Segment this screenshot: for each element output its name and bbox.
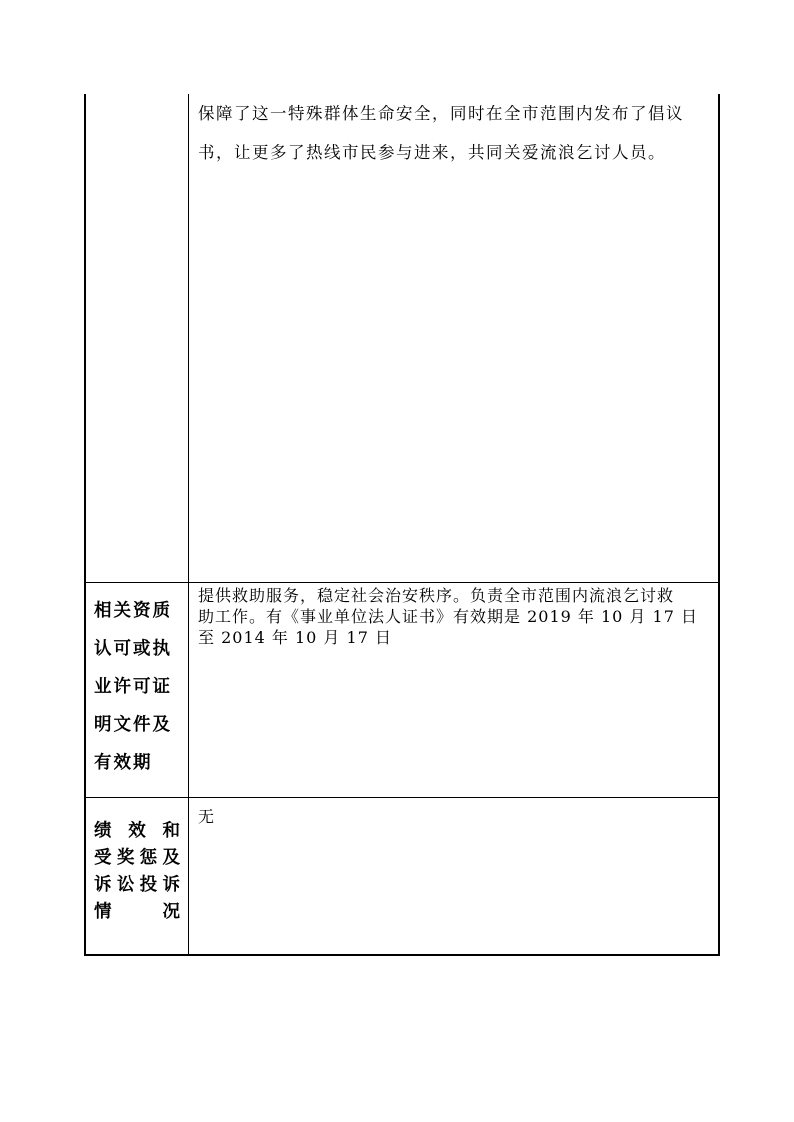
info-table xyxy=(84,94,720,956)
label-line: 有效期 xyxy=(94,753,153,773)
performance-text xyxy=(198,806,712,827)
label-line: 相关资质 xyxy=(94,601,172,621)
text-line: 保障了这一特殊群体生命安全，同时在全市范围内发布了倡议 xyxy=(198,104,684,123)
text-line: 助工作。有《事业单位法人证书》有效期是 2019 年 10 月 17 日 xyxy=(198,607,698,626)
label-line: 业许可证 xyxy=(94,677,172,697)
label-line: 认可或执 xyxy=(94,639,172,659)
performance-label xyxy=(94,818,182,926)
column-divider xyxy=(188,94,189,954)
text-line: 至 2014 年 10 月 17 日 xyxy=(198,628,392,647)
text-line: 书，让更多了热线市民参与进来，共同关爱流浪乞讨人员。 xyxy=(198,143,666,162)
license-label xyxy=(94,592,182,782)
text-line: 提供救助服务，稳定社会治安秩序。负责全市范围内流浪乞讨救 xyxy=(198,586,675,605)
continuation-text xyxy=(198,94,712,172)
label-line: 受奖惩及 xyxy=(94,848,180,868)
label-line: 明文件及 xyxy=(94,715,172,735)
label-line: 诉讼投诉 xyxy=(94,875,180,895)
performance-value: 无 xyxy=(198,807,216,826)
license-text xyxy=(198,585,712,648)
label-line: 绩效和 xyxy=(94,821,180,841)
row-divider-1 xyxy=(86,582,718,583)
label-line: 情况 xyxy=(94,902,180,922)
row-divider-2 xyxy=(86,797,718,798)
